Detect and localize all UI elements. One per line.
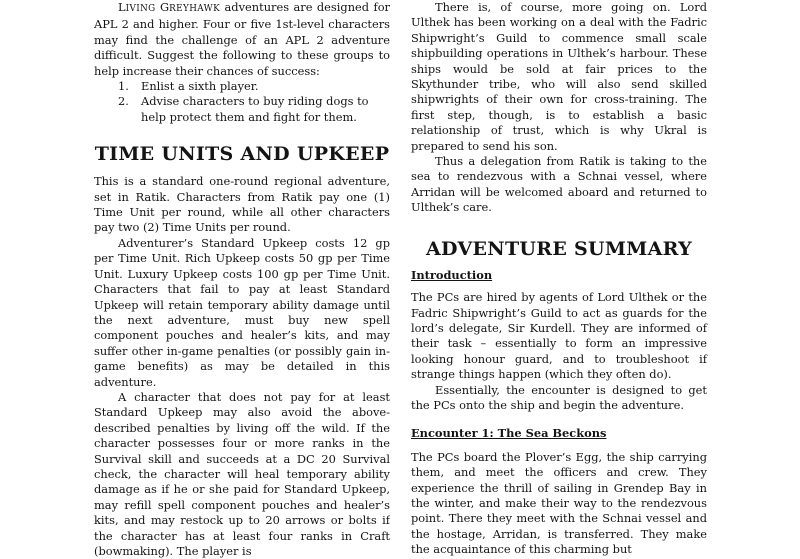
introduction-subheading: Introduction xyxy=(411,267,493,282)
upkeep-paragraph: Adventurer’s Standard Upkeep costs 12 gp per Time Unit. Rich Upkeep costs 50 gp per Time Unit. Luxury Upkeep costs 100 gp per Time Unit. Characters that fail to pay at least Standard Upkeep will retain temporary ability damage until the next adventure, must buy new spell component pouches and healer’s kits, and may suffer other in-game penalties (or possibly gain in-game benefits) as may be detailed in this adventure. xyxy=(94,235,390,389)
intro-paragraph: LIVING GREYHAWK adventures are designed for APL 2 and higher. Four or five 1st-level characters may find the challenge of an APL 2 adventure difficult. Suggest the following to these groups to help increase their chances of success: xyxy=(94,0,391,78)
essentially-paragraph: Essentially, the encounter is designed to get the PCs onto the ship and begin the adventure. xyxy=(411,382,707,412)
delegation-paragraph: Thus a delegation from Ratik is taking to the sea to rendezvous with a Schnai vessel, where Arridan will be welcomed aboard and returned to Ulthek’s care. xyxy=(411,154,707,215)
time-units-paragraph: This is a standard one-round regional adventure, set in Ratik. Characters from Ratik pay one (1) Time Unit per round, while all other characters pay two (2) Time Units per round. xyxy=(94,174,390,235)
list-item: 1. Enlist a sixth player. xyxy=(118,79,259,94)
list-item: 2. Advise characters to buy riding dogs to help protect them and fight for them. xyxy=(118,94,369,124)
left-column xyxy=(94,0,390,559)
more-going-on-paragraph: There is, of course, more going on. Lord Ulthek has been working on a deal with the Fadric Shipwright’s Guild to commence small scale shipbuilding operations in Ulthek’s harbour. These ships would be sold at fair prices to the Skythunder tribe, who will also send skilled shipwrights of their own for cross-training. The first step, though, is to establish a basic relationship of trust, which is why Ukral is prepared to send his son. xyxy=(411,0,707,153)
encounter-1-subheading: Encounter 1: The Sea Beckons xyxy=(411,426,607,441)
right-column xyxy=(411,0,707,558)
encounter-1-paragraph: The PCs board the Plover’s Egg, the ship carrying them, and meet the officers and crew. They experience the thrill of sailing in Grendep Bay in the winter, and make their way to the rendezvous point. There they meet with the Schnai vessel and the hostage, Arridan, is transferred. They make the acquaintance of this charming but xyxy=(411,449,707,557)
adventure-summary-heading: ADVENTURE SUMMARY xyxy=(425,237,693,260)
time-units-heading: TIME UNITS AND UPKEEP xyxy=(94,143,390,166)
success-tips-list xyxy=(94,79,390,125)
introduction-paragraph: The PCs are hired by agents of Lord Ulthek or the Fadric Shipwright’s Guild to act as guards for the lord’s delegate, Sir Kurdell. They are informed of their task – essentially to form an impressive looking honour guard, and to troubleshoot if strange things happen (which they often do). xyxy=(411,290,707,382)
living-off-wild-paragraph: A character that does not pay for at least Standard Upkeep may also avoid the above-described penalties by living off the wild. If the character possesses four or more ranks in the Survival skill and succeeds at a DC 20 Survival check, the character will heal temporary ability damage as if he or she paid for Standard Upkeep, may refill spell component pouches and healer’s kits, and may restock up to 20 arrows or bolts if the character has at least four ranks in Craft (bowmaking). The player is xyxy=(94,389,390,558)
